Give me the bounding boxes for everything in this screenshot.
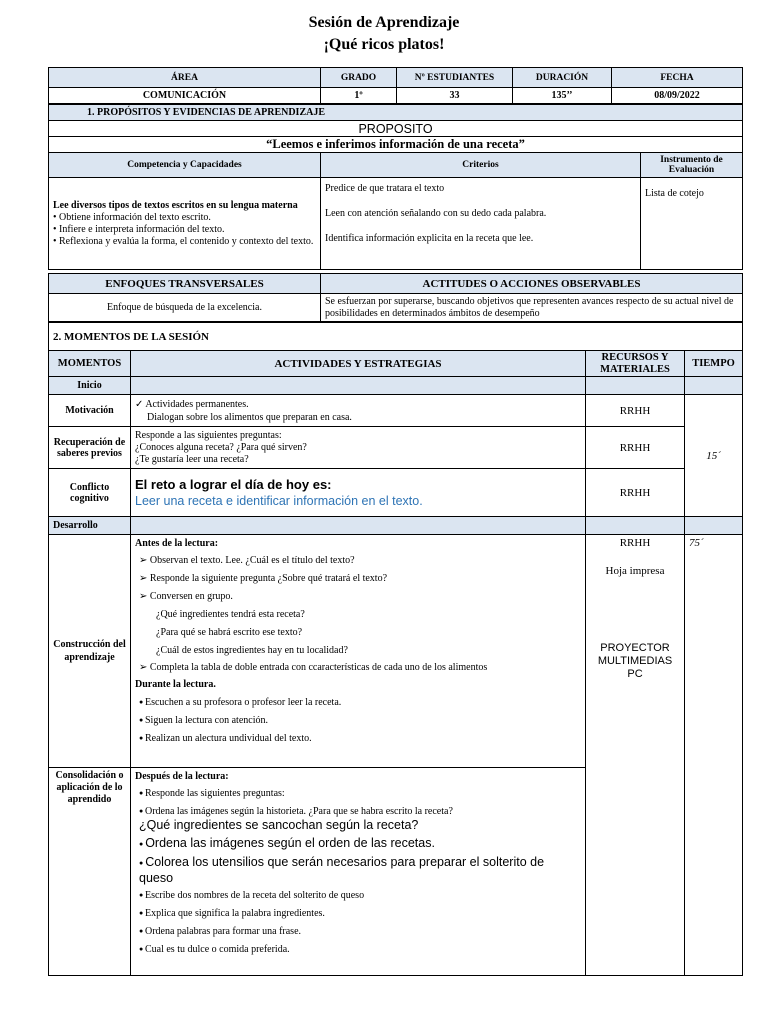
actitud-value: Se esfuerzan por superarse, buscando objetivos que representen avances respecto de su actual nivel de posibilidades en determinados ámbitos de desempeño <box>321 294 743 322</box>
despues-item-3: ● Escribe dos nombres de la receta del solterito de queso <box>135 889 581 902</box>
header-enfoques: ENFOQUES TRANSVERSALES <box>49 274 321 294</box>
enfoques-table <box>48 273 743 322</box>
header-competencia: Competencia y Capacidades <box>49 153 321 178</box>
durante-item-1: ● Escuchen a su profesora o profesor leer la receta. <box>135 696 581 709</box>
header-criterios: Criterios <box>321 153 641 178</box>
recuperacion-line-3: ¿Te gustaría leer una receta? <box>135 453 249 465</box>
header-actividades: ACTIVIDADES Y ESTRATEGIAS <box>131 351 586 377</box>
motivacion-label: Motivación <box>49 395 131 427</box>
inicio-blank-3 <box>685 377 743 395</box>
document-subtitle: ¡Qué ricos platos! <box>323 36 445 53</box>
construccion-label: Construcción del aprendizaje <box>49 535 131 768</box>
desarrollo-blank-2 <box>586 517 685 535</box>
recurso-pc: PC <box>627 668 643 680</box>
header-fecha: FECHA <box>612 68 743 88</box>
inicio-blank <box>131 377 586 395</box>
desarrollo-label: Desarrollo <box>49 517 131 535</box>
tiempo-inicio: 15´ <box>685 395 743 517</box>
header-tiempo: TIEMPO <box>685 351 743 377</box>
inicio-blank-2 <box>586 377 685 395</box>
recuperacion-line-2: ¿Conoces alguna receta? ¿Para qué sirven? <box>135 441 307 453</box>
header-instrumento: Instrumento de Evaluación <box>641 153 743 178</box>
durante-title: Durante la lectura. <box>135 679 216 690</box>
header-momentos: MOMENTOS <box>49 351 131 377</box>
conflicto-meta: Leer una receta e identificar información en el texto. <box>135 493 423 508</box>
motivacion-cell <box>131 395 586 427</box>
competencia-text: Lee diversos tipos de textos escritos en su lengua materna <box>53 200 298 211</box>
conflicto-label: Conflicto cognitivo <box>49 469 131 517</box>
header-grado: GRADO <box>321 68 397 88</box>
consolidacion-cell <box>131 768 586 976</box>
despues-item-1: ● Responde las siguientes preguntas: <box>135 787 581 800</box>
conflicto-reto: El reto a lograr el día de hoy es: <box>135 476 332 492</box>
despues-item-2: ● Ordena las imágenes según la historieta. ¿Para que se habra escrito la receta? <box>135 805 581 818</box>
value-fecha: 08/09/2022 <box>612 88 743 104</box>
instrumento-value: Lista de cotejo <box>641 178 743 270</box>
recurso-hoja: Hoja impresa <box>605 565 665 577</box>
header-duracion: DURACIÓN <box>513 68 612 88</box>
header-actitudes: ACTITUDES O ACCIONES OBSERVABLES <box>321 274 743 294</box>
desarrollo-blank <box>131 517 586 535</box>
recurso-multimedias: MULTIMEDIAS <box>597 655 673 667</box>
criterios-cell <box>321 178 641 270</box>
criterio-3: Identifica información explicita en la receta que lee. <box>325 233 534 244</box>
capacidad-2: • Infiere e interpreta información del texto. <box>53 224 225 235</box>
despues-item-5: ● Ordena palabras para formar una frase. <box>135 925 581 938</box>
construccion-cell <box>131 535 586 768</box>
purpose-table <box>48 104 743 270</box>
recuperacion-cell <box>131 427 586 469</box>
conflicto-recurso: RRHH <box>586 469 685 517</box>
capacidad-1: • Obtiene información del texto escrito. <box>53 212 211 223</box>
pregunta-2: ¿Para qué se habrá escrito ese texto? <box>156 627 303 638</box>
durante-item-2: ● Siguen la lectura con atención. <box>135 714 581 727</box>
antes-title: Antes de la lectura: <box>135 538 219 549</box>
value-estudiantes: 33 <box>397 88 513 104</box>
consolidacion-label: Consolidación o aplicación de lo aprendido <box>49 768 131 976</box>
recuperacion-label: Recuperación de saberes previos <box>49 427 131 469</box>
despues-question: ¿Qué ingredientes se sancochan según la receta? <box>139 818 419 832</box>
recurso-proyector: PROYECTOR <box>600 642 670 654</box>
desarrollo-blank-3 <box>685 517 743 535</box>
document-title: Sesión de Aprendizaje <box>308 14 460 31</box>
info-table <box>48 67 743 104</box>
completa-item: ➢ Completa la tabla de doble entrada con ccaracterísticas de cada uno de los alimentos <box>135 662 581 674</box>
header-area: ÁREA <box>49 68 321 88</box>
recursos-desarrollo <box>586 535 685 976</box>
recuperacion-line-1: Responde a las siguientes preguntas: <box>135 429 282 441</box>
despues-big-2: ● Colorea los utensilios que serán necesarios para preparar el solterito de queso <box>135 855 581 886</box>
antes-item-1: ➢ Observan el texto. Lee. ¿Cuál es el título del texto? <box>135 554 581 567</box>
despues-item-6: ● Cual es tu dulce o comida preferida. <box>135 943 581 956</box>
despues-big-1: ● Ordena las imágenes según el orden de las recetas. <box>135 836 581 852</box>
header-recursos: RECURSOS Y MATERIALES <box>586 351 685 377</box>
motivacion-line-1: ✓ Actividades permanentes. <box>135 398 249 410</box>
pregunta-1: ¿Qué ingredientes tendrá esta receta? <box>156 609 305 620</box>
motivacion-line-2: Dialogan sobre los alimentos que preparan en casa. <box>147 411 352 423</box>
recuperacion-recurso: RRHH <box>586 427 685 469</box>
despues-title: Después de la lectura: <box>135 771 229 782</box>
section-2-heading: 2. MOMENTOS DE LA SESIÓN <box>49 323 743 351</box>
conflicto-cell <box>131 469 586 517</box>
inicio-label: Inicio <box>49 377 131 395</box>
enfoque-value: Enfoque de búsqueda de la excelencia. <box>49 294 321 322</box>
header-estudiantes: Nº ESTUDIANTES <box>397 68 513 88</box>
antes-item-3: ➢ Conversen en grupo. <box>135 590 581 603</box>
section-1-heading: 1. PROPÓSITOS Y EVIDENCIAS DE APRENDIZAJE <box>49 105 743 121</box>
despues-item-4: ● Explica que significa la palabra ingredientes. <box>135 907 581 920</box>
momentos-table <box>48 322 743 976</box>
pregunta-3: ¿Cuál de estos ingredientes hay en tu localidad? <box>156 645 348 656</box>
value-grado: 1º <box>321 88 397 104</box>
capacidad-3: • Reflexiona y evalúa la forma, el contenido y contexto del texto. <box>53 236 314 247</box>
competencia-cell <box>49 178 321 270</box>
proposito-text: “Leemos e inferimos información de una receta” <box>49 137 743 153</box>
tiempo-desarrollo: 75´ <box>685 535 743 976</box>
motivacion-recurso: RRHH <box>586 395 685 427</box>
criterio-1: Predice de que tratara el texto <box>325 183 445 194</box>
antes-item-2: ➢ Responde la siguiente pregunta ¿Sobre qué tratará el texto? <box>135 572 581 585</box>
value-duracion: 135’’ <box>513 88 612 104</box>
durante-item-3: ● Realizan un alectura undividual del texto. <box>135 732 581 745</box>
proposito-label: PROPOSITO <box>49 121 743 137</box>
criterio-2: Leen con atención señalando con su dedo cada palabra. <box>325 208 547 219</box>
recurso-rrhh: RRHH <box>619 537 651 549</box>
value-area: COMUNICACIÓN <box>49 88 321 104</box>
